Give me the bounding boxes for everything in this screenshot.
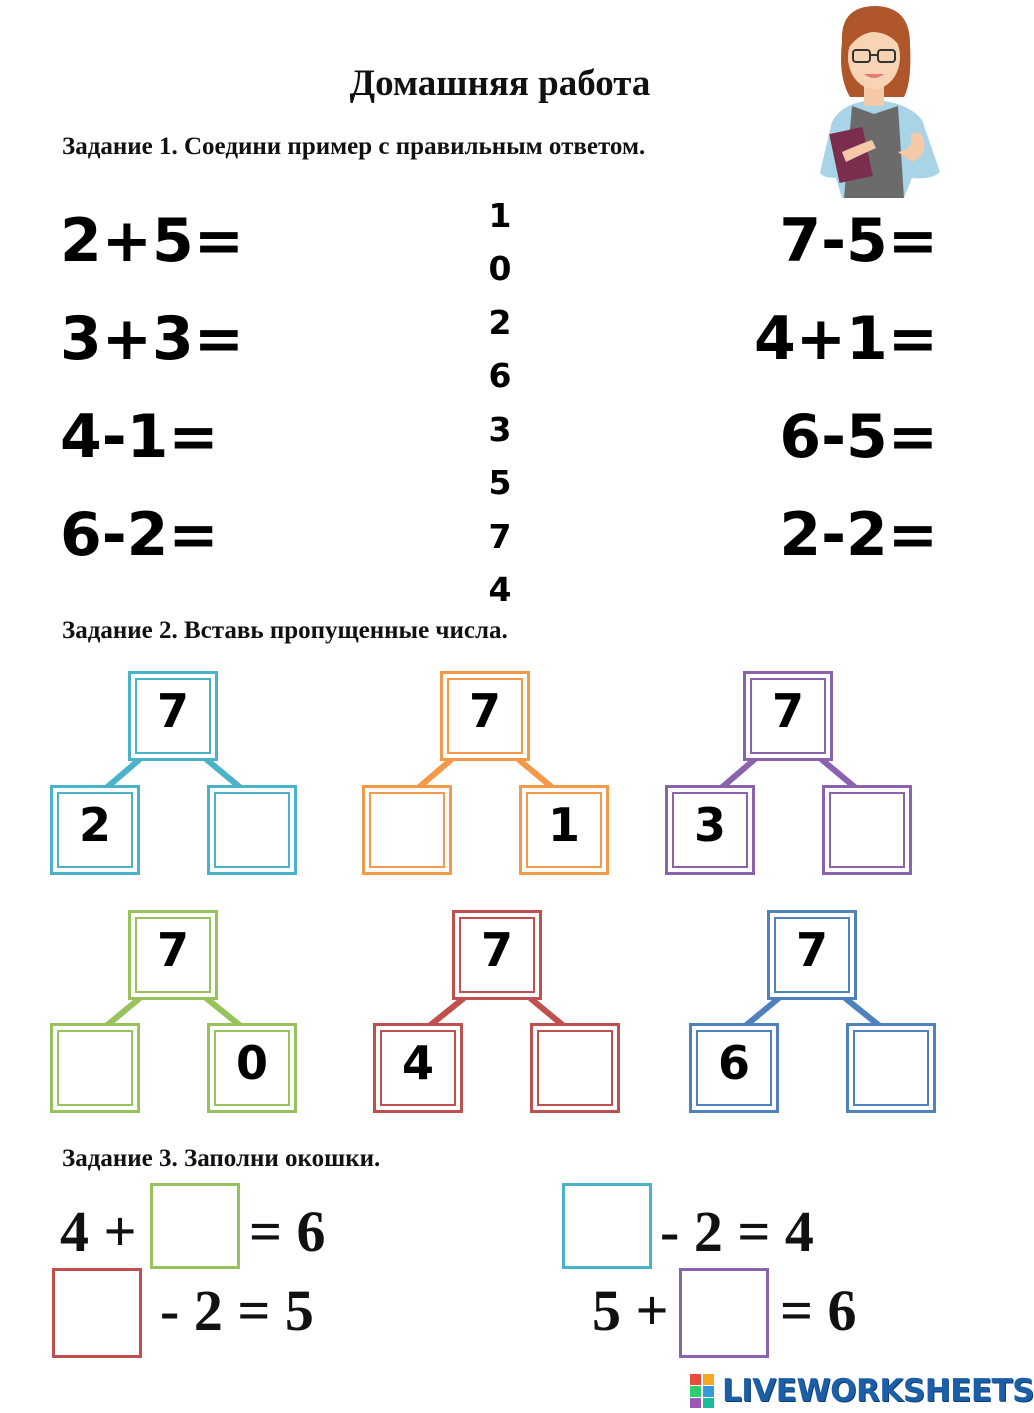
task2-heading: Задание 2. Вставь пропущенные числа.: [62, 617, 508, 644]
answer-option[interactable]: 7: [488, 517, 512, 556]
bond-part-right-box-inner-border: [829, 792, 905, 868]
equation4-left: 5 +: [592, 1278, 669, 1343]
bond-whole-box-number: 7: [480, 923, 513, 977]
equation3-right: - 2 = 5: [160, 1278, 314, 1343]
bond-whole-box-number: 7: [156, 684, 189, 738]
bond-part-right-box[interactable]: [822, 785, 912, 875]
equation4-right: = 6: [780, 1278, 857, 1343]
right-example: 7-5=: [779, 206, 938, 276]
logo-text: LIVEWORKSHEETS: [722, 1373, 1034, 1409]
equation3-answer-box[interactable]: [52, 1268, 142, 1358]
bond-whole-box: [452, 910, 542, 1000]
task1-heading: Задание 1. Соедини пример с правильным ответом.: [62, 133, 646, 160]
bond-part-right-box-inner-border: [214, 792, 290, 868]
bond-part-right-box-number: 1: [547, 798, 580, 852]
bond-part-right-box: [519, 785, 609, 875]
right-example: 6-5=: [779, 402, 938, 472]
bond-part-left-box-number: 6: [717, 1036, 750, 1090]
bond-part-right-box-inner-border: [537, 1030, 613, 1106]
bond-part-left-box: [665, 785, 755, 875]
bond-whole-box-number: 7: [771, 684, 804, 738]
answer-option[interactable]: 6: [488, 356, 512, 395]
bond-part-left-box: [50, 785, 140, 875]
bond-part-right-box-number: 0: [235, 1036, 268, 1090]
equation1-answer-box[interactable]: [150, 1183, 240, 1269]
bond-whole-box: [440, 671, 530, 761]
bond-part-right-box: [207, 1023, 297, 1113]
equation4-answer-box[interactable]: [679, 1268, 769, 1358]
answer-option[interactable]: 0: [488, 249, 512, 288]
bond-whole-box-number: 7: [468, 684, 501, 738]
answer-option[interactable]: 4: [488, 570, 512, 609]
logo-icon: [690, 1374, 716, 1408]
equation2-answer-box[interactable]: [562, 1183, 652, 1269]
bond-part-right-box[interactable]: [846, 1023, 936, 1113]
bond-whole-box: [128, 671, 218, 761]
answer-option[interactable]: 1: [488, 196, 512, 235]
equation1-right: = 6: [249, 1199, 326, 1264]
bond-whole-box: [767, 910, 857, 1000]
right-example: 4+1=: [753, 304, 938, 374]
bond-whole-box-number: 7: [795, 923, 828, 977]
right-example: 2-2=: [779, 500, 938, 570]
bond-whole-box: [128, 910, 218, 1000]
bond-part-left-box-inner-border: [369, 792, 445, 868]
left-example: 3+3=: [60, 304, 245, 374]
bond-part-right-box[interactable]: [530, 1023, 620, 1113]
left-example: 6-2=: [60, 500, 219, 570]
bond-part-left-box-number: 3: [693, 798, 726, 852]
answer-option[interactable]: 5: [488, 463, 512, 502]
bond-part-left-box[interactable]: [50, 1023, 140, 1113]
bond-part-right-box-inner-border: [853, 1030, 929, 1106]
equation2-right: - 2 = 4: [660, 1199, 814, 1264]
bond-whole-box-number: 7: [156, 923, 189, 977]
bond-whole-box: [743, 671, 833, 761]
left-example: 2+5=: [60, 206, 245, 276]
bond-part-left-box-number: 4: [401, 1036, 434, 1090]
bond-part-left-box-number: 2: [78, 798, 111, 852]
bond-part-left-box-inner-border: [57, 1030, 133, 1106]
page-title: Домашняя работа: [349, 63, 651, 104]
left-example: 4-1=: [60, 402, 219, 472]
bond-part-right-box[interactable]: [207, 785, 297, 875]
answer-option[interactable]: 3: [488, 410, 512, 449]
equation1-left: 4 +: [60, 1199, 137, 1264]
bond-part-left-box[interactable]: [362, 785, 452, 875]
bond-part-left-box: [373, 1023, 463, 1113]
teacher-illustration: [812, 2, 947, 198]
bond-part-left-box: [689, 1023, 779, 1113]
task3-heading: Задание 3. Заполни окошки.: [62, 1145, 381, 1172]
answer-option[interactable]: 2: [488, 303, 512, 342]
liveworksheets-logo: [690, 1373, 1034, 1409]
